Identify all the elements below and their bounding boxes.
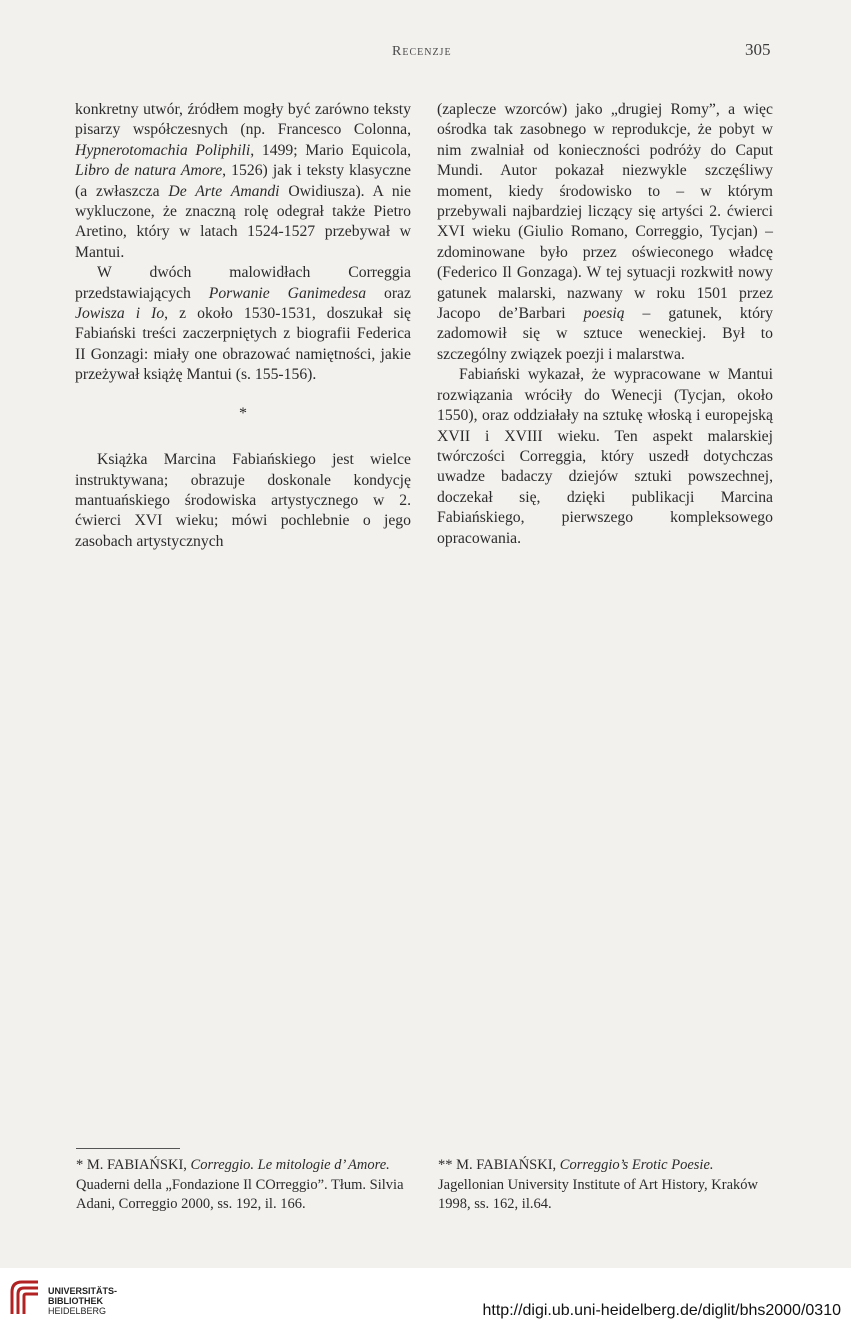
text-run: oraz: [366, 284, 411, 302]
source-url-link[interactable]: http://digi.ub.uni-heidelberg.de/diglit/bhs2000/0310: [482, 1302, 841, 1319]
left-column: [75, 100, 411, 552]
paragraph: [437, 100, 773, 365]
section-separator: *: [239, 404, 247, 422]
library-name: [48, 1286, 117, 1316]
text-run: Quaderni della „Fondazione Il COrreggio”. Tłum. Silvia Adani, Correggio 2000, ss. 192, il. 166.: [76, 1176, 404, 1212]
text-run: W dwóch malowidłach Correggia przedstawiających: [75, 264, 411, 302]
text-run: , z około 1530-1531, doszukał się Fabiański treści zaczerpniętych z biografii Federica II Gonzagi: miały one obrazować namiętności, jakie przeżywał książę Mantui (s. 155-156).: [75, 305, 411, 384]
footnote-right: [438, 1156, 778, 1215]
text-run: * M. FABIAŃSKI,: [76, 1157, 191, 1173]
italic-title: Hypnerotomachia Poliphili: [75, 141, 251, 159]
italic-title: Jowisza i Io: [75, 305, 165, 323]
italic-title: Porwanie Ganimedesa: [208, 284, 367, 302]
text-run: ** M. FABIAŃSKI,: [438, 1157, 560, 1173]
text-run: Książka Marcina Fabiańskiego jest wielce instruktywana; obrazuje doskonale kondycję mantuańskiego środowiska artystycznego w 2. ćwierci XVI wieku; mówi pochlebnie o jego zasobach artystycznych: [75, 451, 411, 550]
footnote-rule: [76, 1148, 180, 1149]
italic-title: Correggio’s Erotic Poesie.: [559, 1157, 714, 1173]
paragraph: [437, 365, 773, 549]
text-run: Fabiański wykazał, że wypracowane w Mantui rozwiązania wróciły do Wenecji (Tycjan, około 1550), oraz oddziałały na sztukę włoską i europejską XVII i XVIII wieku. Ten aspekt malarskiej twórczości Correggia, który uszedł dotychczas uwadze badaczy dziejów sztuki powszechnej, doczekał się, dzięki publikacji Marcina Fabiańskiego, pierwszego kompleksowego opracowania.: [437, 366, 773, 547]
italic-title: poesią: [583, 305, 625, 323]
page-number: 305: [745, 40, 771, 59]
italic-title: Libro de natura Amore: [75, 162, 223, 180]
text-run: , 1526) jak i teksty klasyczne (a zwłaszcza: [75, 162, 411, 200]
text-run: konkretny utwór, źródłem mogły być zarówno teksty pisarzy współczesnych (np. Francesco Colonna,: [75, 101, 411, 139]
library-name-line: UNIVERSITÄTS-: [48, 1286, 118, 1296]
footer-bar: [0, 1268, 851, 1330]
library-logo-icon: [8, 1278, 42, 1318]
text-run: Jagellonian University Institute of Art History, Kraków 1998, ss. 162, il.64.: [438, 1176, 759, 1212]
paragraph: [75, 450, 411, 552]
right-column: [437, 100, 773, 549]
italic-title: De Arte Amandi: [168, 182, 280, 200]
text-run: , 1499; Mario Equicola,: [250, 141, 411, 159]
paragraph: [75, 263, 411, 385]
library-name-line: BIBLIOTHEK: [48, 1296, 103, 1306]
italic-title: Correggio. Le mitologie d’ Amore.: [190, 1157, 390, 1173]
running-header: Recenzje: [392, 44, 452, 59]
text-run: Owidiusza). A nie wykluczone, że znaczną rolę odegrał także Pietro Aretino, który w latach 1524-1527 przebywał w Mantui.: [75, 182, 411, 261]
text-run: (zaplecze wzorców) jako „drugiej Romy”, a więc ośrodka tak zasobnego w reprodukcje, że pobyt w nim zwalniał od konieczności podróży do Caput Mundi. Autor pokazał niezwykle szczęśliwy moment, kiedy środowisko to – w którym przebywali najbardziej liczący się artyści 2. ćwierci XVI wieku (Giulio Romano, Correggio, Tycjan) – zdominowane było przez oświeconego władcę (Federico Il Gonzaga). W tej sytuacji rozkwitł nowy gatunek malarski, nazwany w roku 1501 przez Jacopo de’Barbari: [437, 101, 773, 323]
paragraph: [75, 100, 411, 263]
text-run: – gatunek, który zadomowił się w sztuce weneckiej. Był to szczególny związek poezji i malarstwa.: [437, 305, 773, 363]
footnote-left: [76, 1156, 416, 1215]
library-name-line: HEIDELBERG: [48, 1306, 107, 1316]
